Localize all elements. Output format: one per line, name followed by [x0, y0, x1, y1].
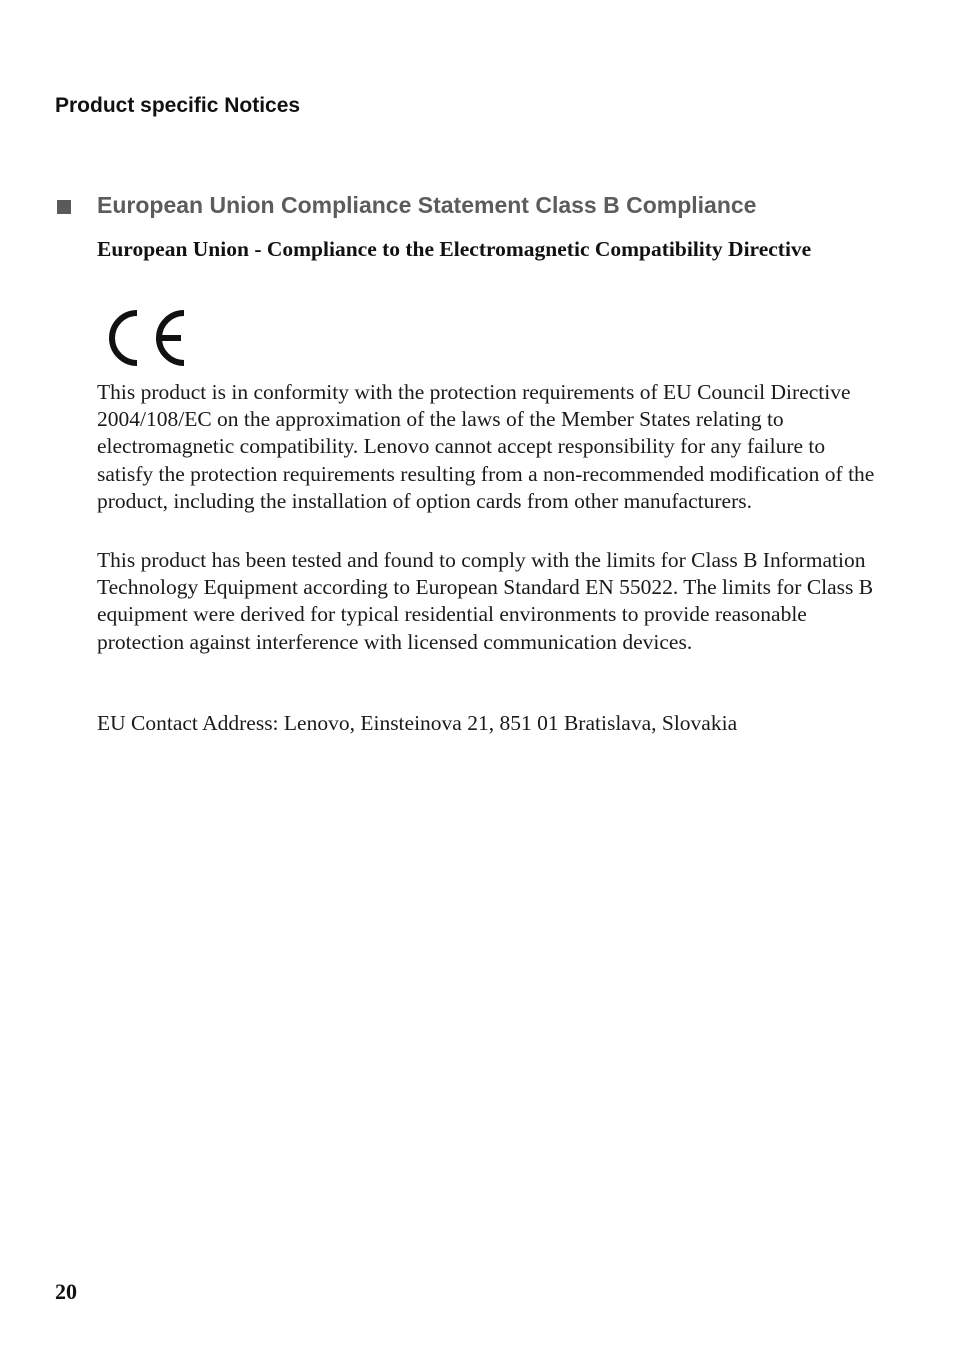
section-heading: European Union Compliance Statement Class B Compliance	[97, 192, 757, 218]
running-header: Product specific Notices	[55, 94, 301, 117]
paragraph-testing: This product has been tested and found to comply with the limits for Class B Information Technology Equipment according to European Standard EN 55022. The limits for Class B equipment were derived for typical residential environments to provide reasonable protection against interference with licensed communication devices.	[97, 548, 874, 654]
ce-mark-icon	[97, 308, 187, 368]
paragraph-contact: EU Contact Address: Lenovo, Einsteinova 21, 851 01 Bratislava, Slovakia	[97, 711, 738, 735]
page-number: 20	[55, 1279, 77, 1304]
section-bullet	[57, 200, 71, 214]
paragraph-conformity: This product is in conformity with the protection requirements of EU Council Directive 2004/108/EC on the approximation of the laws of the Member States relating to electromagnetic compatibility. Lenovo cannot accept responsibility for any failure to satisfy the protection requirements resulting from a non-recommended modification of the product, including the installation of option cards from other manufacturers.	[97, 380, 875, 513]
subheading: European Union - Compliance to the Electromagnetic Compatibility Directive	[97, 237, 812, 261]
